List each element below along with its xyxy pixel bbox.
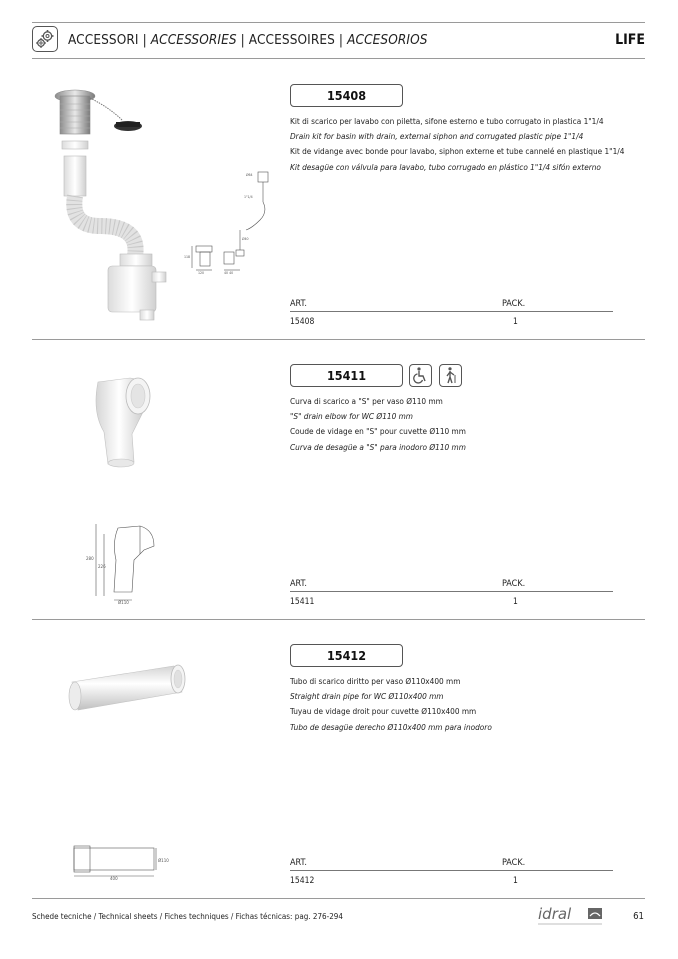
svg-text:1"1/4: 1"1/4 xyxy=(244,195,253,199)
section-divider xyxy=(32,339,645,340)
page-header xyxy=(32,24,645,56)
table-rule xyxy=(290,311,613,312)
straight-pipe-photo xyxy=(64,662,192,724)
desc-es: Tubo de desagüe derecho Ø110x400 mm para inodoro xyxy=(290,721,492,732)
art-value: 15412 xyxy=(290,876,315,886)
svg-text:120: 120 xyxy=(198,271,205,275)
product-code-15411: 15411 xyxy=(290,364,403,387)
title-it: ACCESSORI | xyxy=(68,32,151,48)
desc-es: Kit desagüe con válvula para lavabo, tubo corrugado en plástico 1"1/4 sifón externo xyxy=(290,161,601,172)
product-description xyxy=(290,114,624,175)
svg-text:Ø64: Ø64 xyxy=(246,173,253,177)
desc-fr: Coude de vidage en "S" pour cuvette Ø110 mm xyxy=(290,426,466,437)
title-fr: | ACCESSOIRES | xyxy=(236,32,348,48)
table-rule xyxy=(290,591,613,592)
art-header: ART. xyxy=(290,858,307,868)
pack-header: PACK. xyxy=(502,858,526,868)
title-en: ACCESSORIES xyxy=(150,32,237,48)
header-rule xyxy=(32,58,645,59)
brand-name: idral xyxy=(538,905,572,923)
s-elbow-photo xyxy=(86,372,158,468)
page-title xyxy=(68,32,428,48)
desc-it: Curva di scarico a "S" per vaso Ø110 mm xyxy=(290,396,443,406)
idral-logo xyxy=(536,903,606,927)
art-value: 15408 xyxy=(290,317,315,327)
desc-en: Drain kit for basin with drain, external siphon and corrugated plastic pipe 1"1/4 xyxy=(290,131,584,142)
table-rule xyxy=(290,870,613,871)
pack-header: PACK. xyxy=(502,579,526,589)
svg-text:118: 118 xyxy=(184,255,191,259)
s-elbow-drawing xyxy=(84,520,164,606)
dim-d: Ø110 xyxy=(158,858,169,863)
desc-fr: Tuyau de vidage droit pour cuvette Ø110x400 mm xyxy=(290,706,477,717)
product-code-15412: 15412 xyxy=(290,644,403,667)
pack-value: 1 xyxy=(513,317,518,327)
gears-icon xyxy=(32,26,58,52)
desc-en: "S" drain elbow for WC Ø110 mm xyxy=(290,411,413,422)
drain-kit-drawing xyxy=(176,168,276,280)
product-description xyxy=(290,674,492,735)
art-header: ART. xyxy=(290,299,307,309)
elderly-person-icon xyxy=(439,364,462,387)
desc-it: Kit di scarico per lavabo con piletta, sifone esterno e tubo corrugato in plastica 1"1/4 xyxy=(290,116,604,126)
dim-d: Ø110 xyxy=(118,600,129,605)
pack-value: 1 xyxy=(513,876,518,886)
art-value: 15411 xyxy=(290,597,315,607)
desc-it: Tubo di scarico diritto per vaso Ø110x400 mm xyxy=(290,676,461,686)
technical-sheets-reference: Schede tecniche / Technical sheets / Fiches techniques / Fichas técnicas: pag. 276-294 xyxy=(32,912,343,921)
page-number: 61 xyxy=(633,911,644,922)
svg-text:40 40: 40 40 xyxy=(224,271,234,275)
top-rule xyxy=(32,22,645,23)
product-description xyxy=(290,394,466,455)
footer-rule xyxy=(32,898,645,899)
dim-h2: 226 xyxy=(98,564,106,569)
title-es: ACCESORIOS xyxy=(347,32,428,48)
svg-text:Ø40: Ø40 xyxy=(242,237,249,241)
desc-fr: Kit de vidange avec bonde pour lavabo, siphon externe et tube cannelé en plastique 1"1/4 xyxy=(290,146,625,157)
dim-h1: 280 xyxy=(86,556,94,561)
drain-kit-photo xyxy=(40,86,170,326)
wheelchair-icon xyxy=(409,364,432,387)
product-code-15408: 15408 xyxy=(290,84,403,107)
art-header: ART. xyxy=(290,579,307,589)
desc-en: Straight drain pipe for WC Ø110x400 mm xyxy=(290,691,444,702)
pack-header: PACK. xyxy=(502,299,526,309)
section-divider xyxy=(32,619,645,620)
collection-name: LIFE xyxy=(615,32,645,48)
straight-pipe-drawing xyxy=(70,842,169,882)
dim-len: 400 xyxy=(110,876,118,881)
pack-value: 1 xyxy=(513,597,518,607)
desc-es: Curva de desagüe a "S" para inodoro Ø110 mm xyxy=(290,441,466,452)
